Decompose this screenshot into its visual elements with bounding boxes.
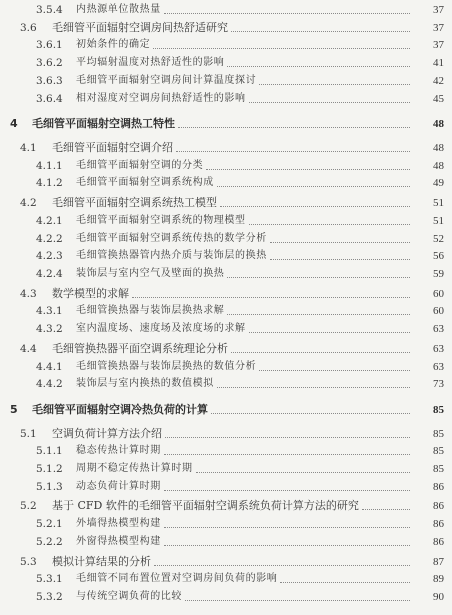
- toc-subsection-entry[interactable]: [0, 266, 452, 282]
- toc-entry-number: 4.2: [20, 197, 37, 209]
- toc-entry-page: 86: [433, 481, 444, 493]
- toc-entry-number: 4.2.1: [36, 215, 63, 227]
- toc-entry-page: 86: [433, 536, 444, 548]
- toc-entry-page: 85: [433, 463, 444, 475]
- toc-entry-title: 毛细管平面辐射空调房间计算温度探讨: [76, 75, 257, 86]
- toc-entry-title: 毛细管平面辐射空调热工特性: [32, 117, 175, 130]
- toc-entry-number: 4.1: [20, 142, 37, 154]
- toc-entry-page: 87: [433, 556, 444, 568]
- toc-entry-number: 5.1.1: [36, 445, 63, 457]
- toc-entry-page: 42: [433, 75, 444, 87]
- toc-entry-title: 空调负荷计算方法介绍: [52, 427, 162, 440]
- toc-subsection-entry[interactable]: [0, 443, 452, 459]
- toc-entry-page: 85: [433, 404, 444, 416]
- toc-entry-page: 41: [433, 57, 444, 69]
- toc-section-entry[interactable]: [0, 286, 452, 302]
- toc-dot-leader: [280, 582, 410, 583]
- toc-entry-number: 3.6: [20, 22, 37, 34]
- toc-entry-title: 平均辐射温度对热舒适性的影响: [76, 57, 225, 68]
- toc-section-entry[interactable]: [0, 554, 452, 570]
- toc-subsection-entry[interactable]: [0, 376, 452, 392]
- toc-subsection-entry[interactable]: [0, 55, 452, 71]
- toc-entry-title: 毛细管平面辐射空调系统热工模型: [52, 196, 217, 209]
- toc-entry-number: 4.2.2: [36, 233, 63, 245]
- toc-dot-leader: [270, 259, 410, 260]
- toc-entry-page: 51: [433, 215, 444, 227]
- toc-entry-number: 4.4.1: [36, 361, 63, 373]
- toc-subsection-entry[interactable]: [0, 175, 452, 191]
- toc-entry-page: 90: [433, 591, 444, 603]
- toc-dot-leader: [362, 509, 410, 510]
- toc-entry-title: 基于 CFD 软件的毛细管平面辐射空调系统负荷计算方法的研究: [52, 499, 359, 512]
- toc-entry-title: 模拟计算结果的分析: [52, 555, 151, 568]
- toc-entry-title: 初始条件的确定: [76, 39, 151, 50]
- toc-dot-leader: [249, 332, 410, 333]
- toc-entry-page: 37: [433, 22, 444, 34]
- toc-dot-leader: [153, 48, 410, 49]
- toc-entry-page: 89: [433, 573, 444, 585]
- toc-entry-title: 稳态传热计算时期: [76, 445, 161, 456]
- toc-dot-leader: [270, 242, 410, 243]
- toc-section-entry[interactable]: [0, 20, 452, 36]
- toc-subsection-entry[interactable]: [0, 589, 452, 605]
- toc-dot-leader: [259, 370, 410, 371]
- toc-dot-leader: [249, 102, 410, 103]
- toc-entry-number: 5.1.2: [36, 463, 63, 475]
- toc-chapter-entry[interactable]: [0, 402, 452, 418]
- toc-entry-page: 63: [433, 343, 444, 355]
- toc-entry-number: 4: [10, 117, 18, 130]
- toc-entry-title: 内热源单位散热量: [76, 4, 161, 15]
- toc-entry-title: 装饰层与室内换热的数值模拟: [76, 378, 214, 389]
- toc-entry-title: 毛细管平面辐射空调的分类: [76, 160, 204, 171]
- toc-entry-page: 63: [433, 323, 444, 335]
- toc-entry-page: 48: [433, 118, 444, 130]
- toc-dot-leader: [164, 13, 410, 14]
- toc-subsection-entry[interactable]: [0, 303, 452, 319]
- toc-entry-title: 毛细管换热器平面空调系统理论分析: [52, 342, 228, 355]
- toc-entry-page: 85: [433, 428, 444, 440]
- toc-dot-leader: [185, 600, 410, 601]
- toc-subsection-entry[interactable]: [0, 91, 452, 107]
- toc-entry-number: 5: [10, 403, 18, 416]
- toc-entry-page: 86: [433, 518, 444, 530]
- toc-dot-leader: [164, 454, 410, 455]
- toc-entry-page: 52: [433, 233, 444, 245]
- toc-entry-title: 动态负荷计算时期: [76, 481, 161, 492]
- toc-entry-page: 48: [433, 160, 444, 172]
- toc-dot-leader: [249, 224, 410, 225]
- toc-subsection-entry[interactable]: [0, 461, 452, 477]
- toc-subsection-entry[interactable]: [0, 73, 452, 89]
- toc-subsection-entry[interactable]: [0, 479, 452, 495]
- toc-entry-title: 毛细管平面辐射空调介绍: [52, 141, 173, 154]
- toc-subsection-entry[interactable]: [0, 37, 452, 53]
- toc-entry-number: 3.6.4: [36, 93, 63, 105]
- toc-entry-title: 外窗得热模型构建: [76, 536, 161, 547]
- toc-dot-leader: [231, 31, 410, 32]
- toc-subsection-entry[interactable]: [0, 248, 452, 264]
- toc-entry-page: 63: [433, 361, 444, 373]
- toc-entry-number: 5.2.2: [36, 536, 63, 548]
- toc-entry-number: 3.5.4: [36, 4, 63, 16]
- toc-entry-number: 5.1.3: [36, 481, 63, 493]
- toc-subsection-entry[interactable]: [0, 534, 452, 550]
- toc-entry-page: 37: [433, 4, 444, 16]
- toc-entry-number: 3.6.1: [36, 39, 63, 51]
- toc-entry-title: 毛细管换热器管内热介质与装饰层的换热: [76, 250, 267, 261]
- toc-dot-leader: [227, 66, 410, 67]
- toc-subsection-entry[interactable]: [0, 321, 452, 337]
- toc-chapter-entry[interactable]: [0, 116, 452, 132]
- toc-dot-leader: [206, 169, 410, 170]
- toc-entry-number: 5.2: [20, 500, 37, 512]
- toc-subsection-entry[interactable]: [0, 571, 452, 587]
- toc-dot-leader: [259, 84, 410, 85]
- toc-entry-title: 数学模型的求解: [52, 287, 129, 300]
- toc-section-entry[interactable]: [0, 195, 452, 211]
- toc-entry-title: 装饰层与室内空气及壁面的换热: [76, 268, 225, 279]
- toc-entry-number: 4.2.4: [36, 268, 63, 280]
- toc-entry-title: 毛细管平面辐射空调冷热负荷的计算: [32, 403, 208, 416]
- toc-entry-page: 73: [433, 378, 444, 390]
- toc-section-entry[interactable]: [0, 341, 452, 357]
- toc-entry-number: 4.2.3: [36, 250, 63, 262]
- toc-dot-leader: [164, 527, 410, 528]
- toc-entry-number: 5.3.2: [36, 591, 63, 603]
- toc-entry-title: 与传统空调负荷的比较: [76, 591, 182, 602]
- toc-dot-leader: [211, 413, 410, 414]
- toc-dot-leader: [164, 490, 410, 491]
- toc-entry-page: 49: [433, 177, 444, 189]
- toc-entry-page: 60: [433, 305, 444, 317]
- toc-entry-title: 毛细管平面辐射空调系统传热的数学分析: [76, 233, 267, 244]
- toc-subsection-entry[interactable]: [0, 213, 452, 229]
- toc-entry-page: 37: [433, 39, 444, 51]
- toc-subsection-entry[interactable]: [0, 231, 452, 247]
- toc-entry-title: 室内温度场、速度场及浓度场的求解: [76, 323, 246, 334]
- toc-entry-number: 5.1: [20, 428, 37, 440]
- toc-entry-title: 外墙得热模型构建: [76, 518, 161, 529]
- toc-subsection-entry[interactable]: [0, 2, 452, 18]
- toc-entry-title: 毛细管换热器与装饰层换热的数值分析: [76, 361, 257, 372]
- toc-section-entry[interactable]: [0, 426, 452, 442]
- toc-dot-leader: [165, 437, 410, 438]
- toc-section-entry[interactable]: [0, 498, 452, 514]
- toc-entry-number: 4.3.2: [36, 323, 63, 335]
- toc-subsection-entry[interactable]: [0, 158, 452, 174]
- toc-entry-number: 5.3: [20, 556, 37, 568]
- toc-entry-number: 3.6.3: [36, 75, 63, 87]
- toc-dot-leader: [217, 387, 410, 388]
- toc-dot-leader: [227, 314, 410, 315]
- toc-section-entry[interactable]: [0, 140, 452, 156]
- toc-entry-page: 48: [433, 142, 444, 154]
- toc-entry-title: 毛细管平面辐射空调房间热舒适研究: [52, 21, 228, 34]
- toc-entry-page: 85: [433, 445, 444, 457]
- toc-entry-page: 86: [433, 500, 444, 512]
- toc-dot-leader: [176, 151, 410, 152]
- toc-entry-title: 毛细管不同布置位置对空调房间负荷的影响: [76, 573, 278, 584]
- toc-entry-number: 4.1.2: [36, 177, 63, 189]
- toc-entry-number: 4.4: [20, 343, 37, 355]
- toc-entry-title: 毛细管平面辐射空调系统的物理模型: [76, 215, 246, 226]
- toc-entry-page: 60: [433, 288, 444, 300]
- toc-entry-number: 4.3.1: [36, 305, 63, 317]
- toc-entry-title: 毛细管换热器与装饰层换热求解: [76, 305, 225, 316]
- toc-entry-title: 毛细管平面辐射空调系统构成: [76, 177, 214, 188]
- toc-entry-title: 周期不稳定传热计算时期: [76, 463, 193, 474]
- toc-entry-number: 4.4.2: [36, 378, 63, 390]
- toc-dot-leader: [220, 206, 410, 207]
- toc-dot-leader: [164, 545, 410, 546]
- toc-entry-page: 59: [433, 268, 444, 280]
- toc-entry-page: 45: [433, 93, 444, 105]
- toc-entry-number: 4.1.1: [36, 160, 63, 172]
- toc-entry-page: 56: [433, 250, 444, 262]
- toc-dot-leader: [231, 352, 410, 353]
- toc-subsection-entry[interactable]: [0, 516, 452, 532]
- toc-entry-number: 3.6.2: [36, 57, 63, 69]
- toc-entry-title: 相对湿度对空调房间热舒适性的影响: [76, 93, 246, 104]
- toc-subsection-entry[interactable]: [0, 359, 452, 375]
- toc-dot-leader: [217, 186, 410, 187]
- toc-entry-page: 51: [433, 197, 444, 209]
- toc-entry-number: 5.3.1: [36, 573, 63, 585]
- toc-entry-number: 5.2.1: [36, 518, 63, 530]
- toc-entry-number: 4.3: [20, 288, 37, 300]
- toc-dot-leader: [196, 472, 410, 473]
- toc-dot-leader: [178, 127, 410, 128]
- toc-dot-leader: [154, 565, 410, 566]
- toc-dot-leader: [227, 277, 410, 278]
- toc-dot-leader: [132, 297, 410, 298]
